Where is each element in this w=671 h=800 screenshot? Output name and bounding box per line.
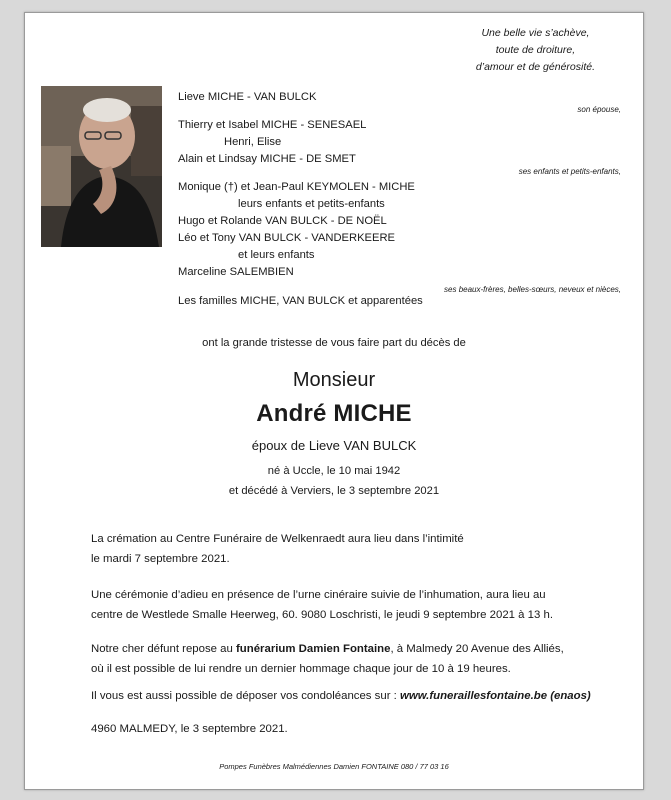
relation-spouse: son épouse, — [577, 105, 621, 114]
quote-line-2: toute de droiture, — [495, 44, 576, 56]
place-date-line: 4960 MALMEDY, le 3 septembre 2021. — [91, 723, 288, 735]
ceremony-line-2: centre de Westlede Smalle Heerweg, 60. 9080 Loschristi, le jeudi 9 septembre 2021 à 13 h. — [91, 609, 554, 621]
condolences-website-link[interactable]: www.funeraillesfontaine.be (enaos) — [400, 690, 591, 702]
portrait-illustration — [41, 86, 162, 247]
quote-line-3: d’amour et de générosité. — [475, 61, 595, 73]
cremation-paragraph — [91, 529, 631, 569]
place-date-paragraph — [91, 719, 631, 739]
funeral-home-line-2: où il est possible de lui rendre un dernier hommage chaque jour de 10 à 19 heures. — [91, 663, 511, 675]
family-line-11: Les familles MICHE, VAN BULCK et apparentées — [178, 295, 423, 307]
deceased-spouse: époux de Lieve VAN BULCK — [251, 438, 417, 453]
birth-info: né à Uccle, le 10 mai 1942 — [267, 465, 401, 477]
condolences-line — [91, 686, 631, 706]
deceased-portrait-photo — [41, 86, 162, 247]
obituary-page — [24, 12, 644, 790]
family-line-3: Henri, Elise — [224, 136, 282, 148]
cremation-line-1: La crémation au Centre Funéraire de Welkenraedt aura lieu dans l’intimité — [91, 533, 464, 545]
death-info: et décédé à Verviers, le 3 septembre 2021 — [228, 485, 440, 497]
funeral-home-pre: Notre cher défunt repose au — [91, 643, 237, 655]
funeral-home-address: , à Malmedy 20 Avenue des Alliés, — [390, 643, 564, 655]
epitaph-quote — [476, 25, 595, 76]
condolences-text: Il vous est aussi possible de déposer vos condoléances sur : — [91, 690, 400, 702]
deceased-title: Monsieur — [292, 369, 376, 391]
family-line-10: Marceline SALEMBIEN — [178, 266, 294, 278]
family-line-6: leurs enfants et petits-enfants — [238, 198, 385, 210]
funeral-home-name: funérarium Damien Fontaine — [236, 643, 391, 655]
funeral-service-footer: Pompes Funèbres Malmédiennes Damien FONTAINE 080 / 77 03 16 — [219, 762, 449, 771]
family-line-5: Monique (†) et Jean-Paul KEYMOLEN - MICHE — [178, 181, 415, 193]
family-line-7: Hugo et Rolande VAN BULCK - DE NOËL — [178, 215, 387, 227]
family-line-4: Alain et Lindsay MICHE - DE SMET — [178, 153, 356, 165]
family-line-1: Lieve MICHE - VAN BULCK — [178, 91, 317, 103]
funeral-home-line-1 — [91, 639, 631, 659]
family-line-8: Léo et Tony VAN BULCK - VANDERKEERE — [178, 232, 395, 244]
relation-children: ses enfants et petits-enfants, — [518, 167, 621, 176]
announcement-intro: ont la grande tristesse de vous faire part du décès de — [202, 337, 466, 349]
ceremony-paragraph — [91, 585, 631, 625]
family-line-2: Thierry et Isabel MICHE - SENESAEL — [178, 119, 367, 131]
cremation-line-2: le mardi 7 septembre 2021. — [91, 553, 230, 565]
family-line-9: et leurs enfants — [238, 249, 315, 261]
quote-line-1: Une belle vie s’achève, — [481, 27, 590, 39]
ceremony-line-1: Une cérémonie d’adieu en présence de l’urne cinéraire suivie de l’inhumation, aura lieu au — [91, 589, 546, 601]
condolences-paragraph — [91, 686, 631, 706]
relation-in-laws: ses beaux-frères, belles-sœurs, neveux et nièces, — [444, 285, 621, 294]
deceased-name: André MICHE — [256, 400, 412, 427]
funeral-home-paragraph — [91, 639, 631, 679]
